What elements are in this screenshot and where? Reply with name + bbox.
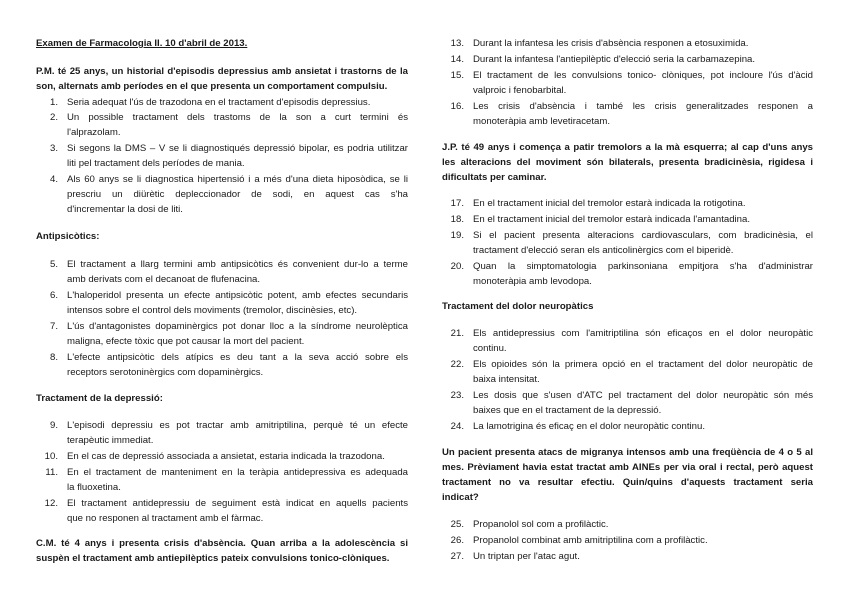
exam-title: Examen de Farmacologia II. 10 d'abril de 2013. — [36, 38, 248, 49]
section-dolor-neuropatic: Tractament del dolor neuropàtics — [442, 301, 594, 312]
section-depressio: Tractament de la depressió: — [36, 393, 163, 404]
section-antipsicotics: Antipsicòtics: — [36, 231, 100, 242]
